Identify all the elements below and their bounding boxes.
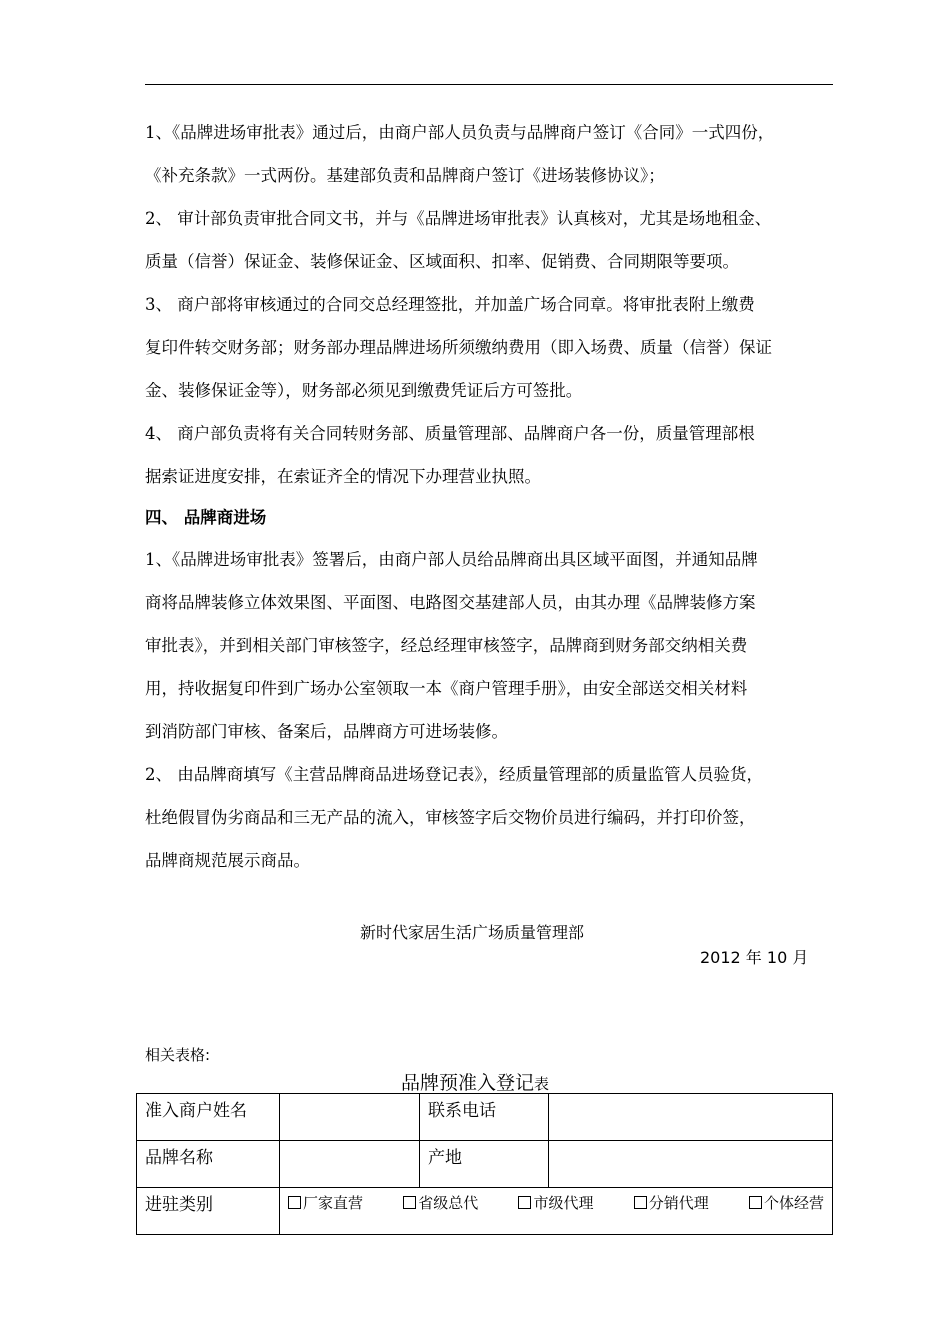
- option-label: 市级代理: [533, 1194, 594, 1212]
- text-line: 质量（信誉）保证金、装修保证金、区域面积、扣率、促销费、合同期限等要项。: [145, 252, 739, 271]
- header-rule: [145, 84, 833, 85]
- brand-name-field[interactable]: [280, 1141, 420, 1188]
- text-line: 2、 由品牌商填写《主营品牌商品进场登记表》，经质量管理部的质量监管人员验货，: [145, 765, 763, 784]
- text-line: 1、《品牌进场审批表》通过后，由商户部人员负责与品牌商户签订《合同》一式四份，: [145, 123, 775, 142]
- table-row: [137, 1141, 833, 1188]
- option-city[interactable]: [518, 1192, 593, 1213]
- text-line: 2、 审计部负责审批合同文书，并与《品牌进场审批表》认真核对，尤其是场地租金、: [145, 209, 772, 228]
- text-line: 4、 商户部负责将有关合同转财务部、质量管理部、品牌商户各一份，质量管理部根: [145, 424, 755, 443]
- signature-department: 新时代家居生活广场质量管理部: [360, 923, 585, 942]
- option-individual[interactable]: [749, 1192, 824, 1213]
- text-line: 用，持收据复印件到广场办公室领取一本《商户管理手册》，由安全部送交相关材料: [145, 679, 748, 698]
- option-direct[interactable]: [288, 1192, 363, 1213]
- table-title: [0, 1068, 950, 1095]
- text-line: 1、《品牌进场审批表》签署后，由商户部人员给品牌商出具区域平面图，并通知品牌: [145, 550, 758, 569]
- checkbox-icon[interactable]: [518, 1196, 531, 1209]
- text-line: 据索证进度安排，在索证齐全的情况下办理营业执照。: [145, 467, 541, 486]
- phone-field[interactable]: [549, 1094, 833, 1141]
- checkbox-icon[interactable]: [634, 1196, 647, 1209]
- merchant-name-field[interactable]: [280, 1094, 420, 1141]
- checkbox-icon[interactable]: [749, 1196, 762, 1209]
- label-cell: 联系电话: [420, 1094, 549, 1141]
- option-distribution[interactable]: [634, 1192, 709, 1213]
- option-label: 分销代理: [648, 1194, 709, 1212]
- option-provincial[interactable]: [403, 1192, 478, 1213]
- label-cell: 进驻类别: [137, 1188, 280, 1235]
- category-options: [280, 1188, 833, 1235]
- text-line: 《补充条款》一式两份。基建部负责和品牌商户签订《进场装修协议》；: [145, 166, 665, 185]
- option-label: 个体经营: [763, 1194, 824, 1212]
- table-title-main: 品牌预准入登记: [400, 1072, 534, 1094]
- text-line: 到消防部门审核、备案后，品牌商方可进场装修。: [145, 722, 508, 741]
- text-line: 审批表》，并到相关部门审核签字，经总经理审核签字，品牌商到财务部交纳相关费: [145, 636, 748, 655]
- text-line: 品牌商规范展示商品。: [145, 851, 310, 870]
- option-label: 省级总代: [418, 1194, 479, 1212]
- checkbox-icon[interactable]: [288, 1196, 301, 1209]
- text-line: 杜绝假冒伪劣商品和三无产品的流入，审核签字后交物价员进行编码，并打印价签，: [145, 808, 756, 827]
- table-row: [137, 1188, 833, 1235]
- label-cell: 品牌名称: [137, 1141, 280, 1188]
- signature-date: 2012 年 10 月: [700, 948, 809, 967]
- option-label: 厂家直营: [303, 1194, 364, 1212]
- section-heading: 四、 品牌商进场: [145, 508, 267, 527]
- text-line: 3、 商户部将审核通过的合同交总经理签批，并加盖广场合同章。将审批表附上缴费: [145, 295, 755, 314]
- label-cell: 准入商户姓名: [137, 1094, 280, 1141]
- registration-table: [136, 1093, 833, 1235]
- text-line: 金、装修保证金等），财务部必须见到缴费凭证后方可签批。: [145, 381, 583, 400]
- label-cell: 产地: [420, 1141, 549, 1188]
- table-title-suffix: 表: [534, 1075, 550, 1093]
- text-line: 商将品牌装修立体效果图、平面图、电路图交基建部人员，由其办理《品牌装修方案: [145, 593, 756, 612]
- origin-field[interactable]: [549, 1141, 833, 1188]
- checkbox-icon[interactable]: [403, 1196, 416, 1209]
- related-forms-label: 相关表格:: [145, 1046, 211, 1064]
- text-line: 复印件转交财务部；财务部办理品牌进场所须缴纳费用（即入场费、质量（信誉）保证: [145, 338, 772, 357]
- table-row: [137, 1094, 833, 1141]
